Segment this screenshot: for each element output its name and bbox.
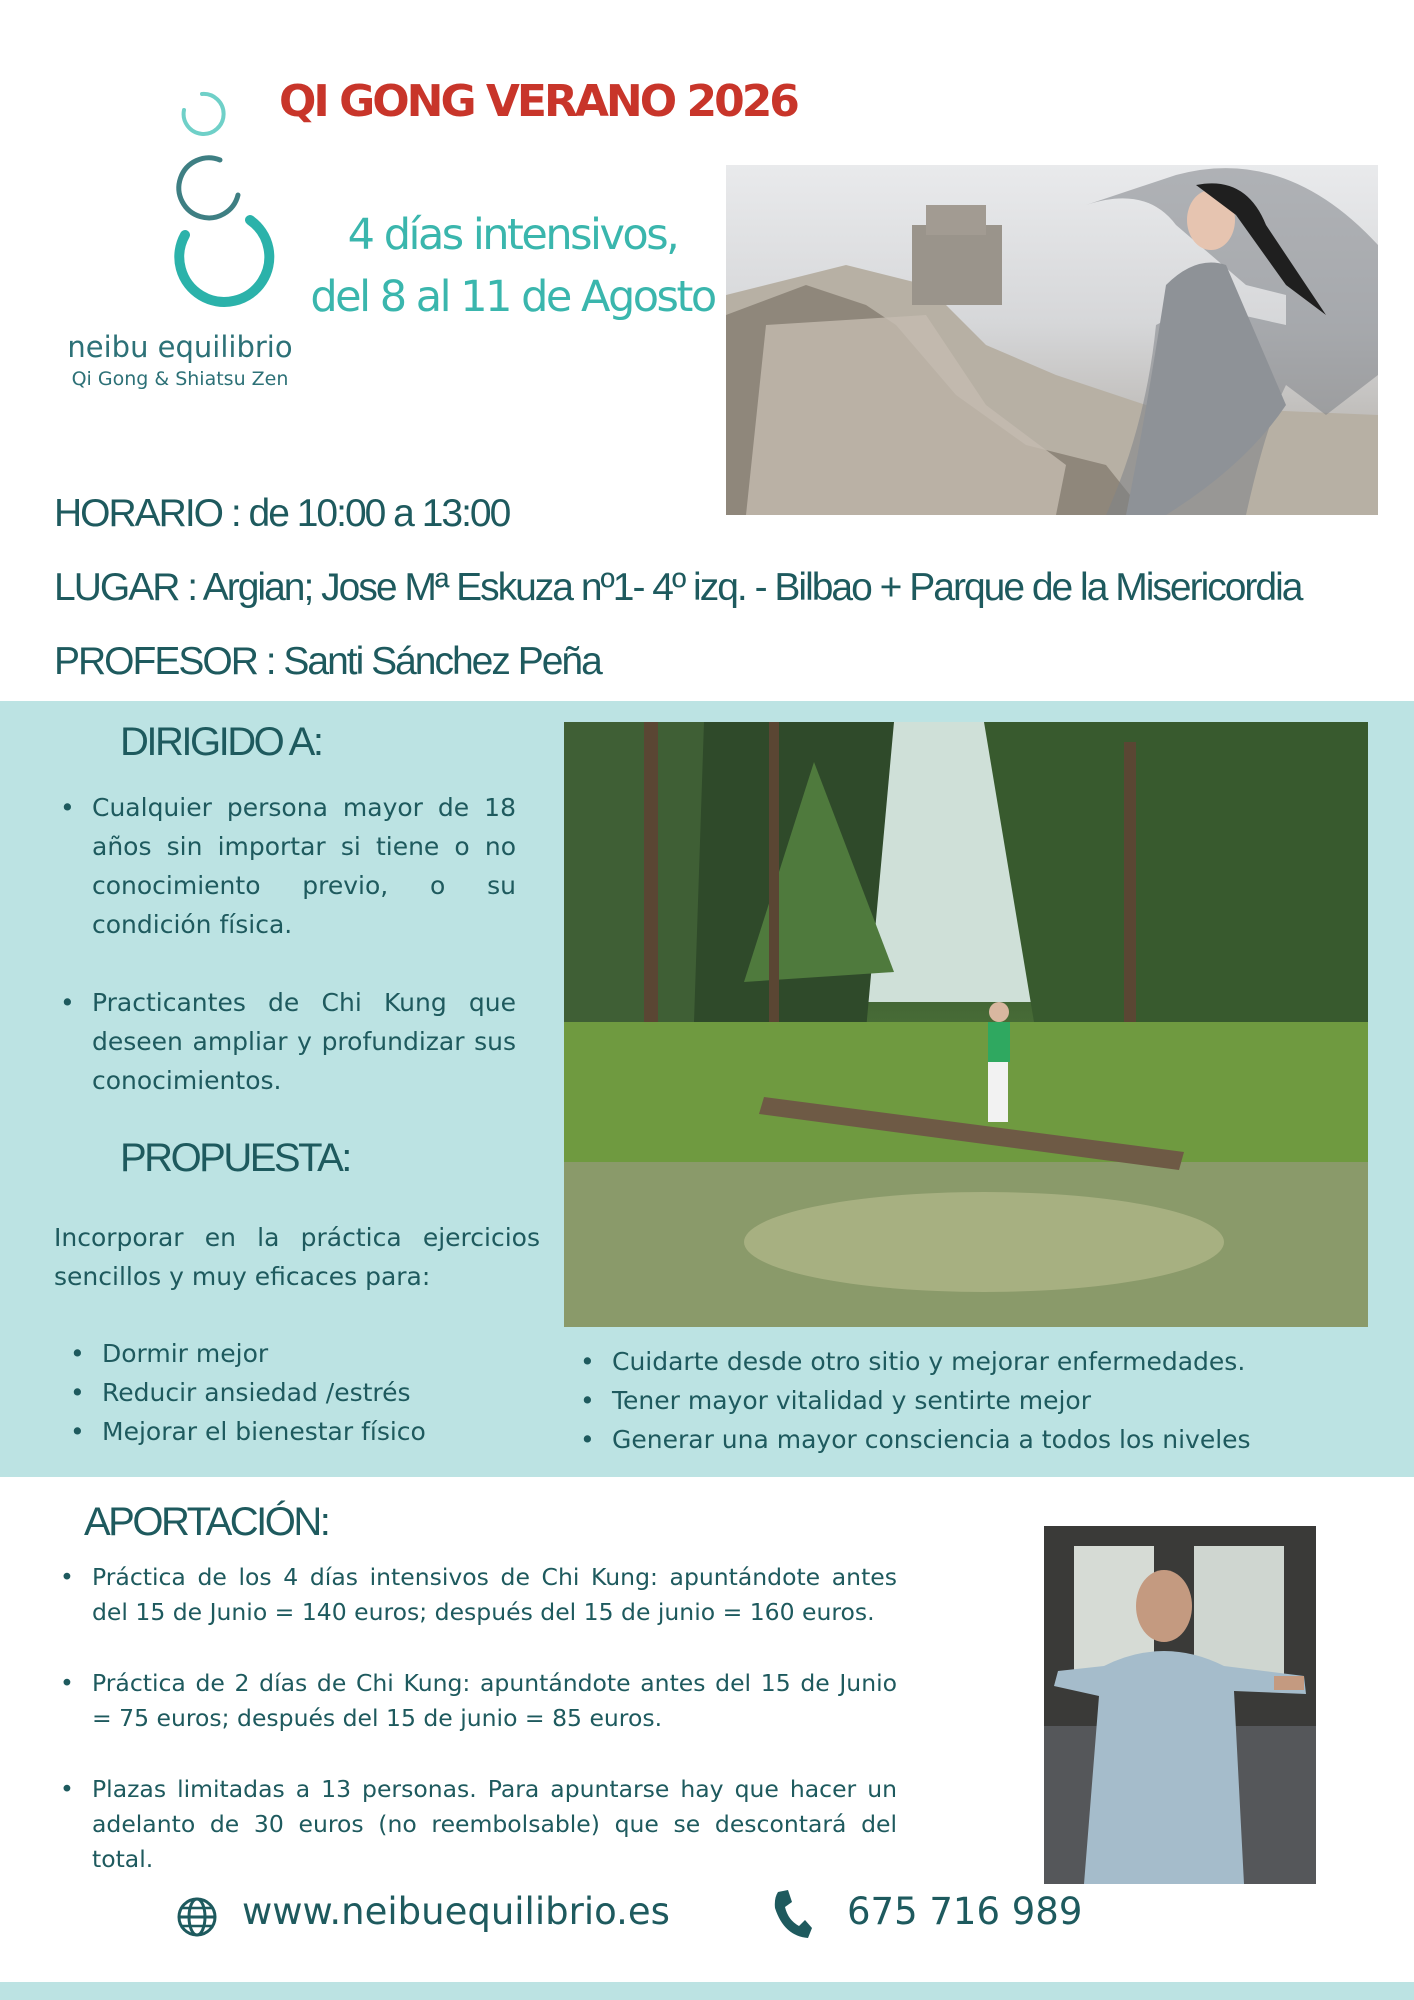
logo-name: neibu equilibrio (67, 330, 293, 364)
page-title: QI GONG VERANO 2026 (279, 76, 797, 127)
benefits-list-right (574, 1342, 1394, 1459)
heading-aportacion: APORTACIÓN: (84, 1500, 329, 1544)
list-item: • Generar una mayor consciencia a todos los niveles (574, 1420, 1394, 1459)
photo-great-wall-qigong (726, 165, 1378, 515)
propuesta-intro: Incorporar en la práctica ejercicios sencillos y muy eficaces para: (54, 1223, 540, 1291)
photo-forest-bridge-qigong (564, 722, 1368, 1327)
list-item: • Tener mayor vitalidad y sentirte mejor (574, 1381, 1394, 1420)
heading-dirigido: DIRIGIDO A: (120, 720, 322, 764)
list-item: • Práctica de 2 días de Chi Kung: apuntándote antes del 15 de Junio = 75 euros; después del 15 de junio = 85 euros. (54, 1666, 897, 1736)
list-item: • Dormir mejor (64, 1334, 544, 1373)
list-item: • Plazas limitadas a 13 personas. Para apuntarse hay que hacer un adelanto de 30 euros (no reembolsable) que se descontará del total. (54, 1772, 897, 1877)
logo-tagline: Qi Gong & Shiatsu Zen (71, 368, 289, 390)
info-horario: HORARIO : de 10:00 a 13:00 (54, 492, 510, 535)
photo-teacher (1044, 1526, 1316, 1884)
list-item: • Practicantes de Chi Kung que deseen ampliar y profundizar sus conocimientos. (54, 983, 516, 1100)
phone-icon (772, 1888, 812, 1940)
list-item: • Mejorar el bienestar físico (64, 1412, 544, 1451)
subtitle-line-1: 4 días intensivos, (347, 210, 678, 260)
info-lugar: LUGAR : Argian; Jose Mª Eskuza nº1- 4º izq. - Bilbao + Parque de la Misericordia (54, 566, 1302, 609)
info-profesor: PROFESOR : Santi Sánchez Peña (54, 640, 601, 683)
heading-propuesta: PROPUESTA: (120, 1136, 350, 1180)
globe-icon (176, 1896, 218, 1938)
subtitle-line-2: del 8 al 11 de Agosto (310, 272, 715, 322)
list-item: • Cualquier persona mayor de 18 años sin importar si tiene o no conocimiento previo, o su condición física. (54, 788, 516, 944)
benefits-list-left (64, 1334, 544, 1451)
list-item: • Cuidarte desde otro sitio y mejorar enfermedades. (574, 1342, 1394, 1381)
list-item: • Práctica de los 4 días intensivos de Chi Kung: apuntándote antes del 15 de Junio = 140 euros; después del 15 de junio = 160 euros. (54, 1560, 897, 1630)
aportacion-list (54, 1560, 897, 1913)
bottom-bar (0, 1982, 1414, 2000)
event-dates (300, 204, 725, 328)
website-link[interactable]: www.neibuequilibrio.es (242, 1890, 670, 1933)
dirigido-list (54, 788, 516, 1139)
phone-number[interactable]: 675 716 989 (847, 1890, 1083, 1933)
list-item: • Reducir ansiedad /estrés (64, 1373, 544, 1412)
